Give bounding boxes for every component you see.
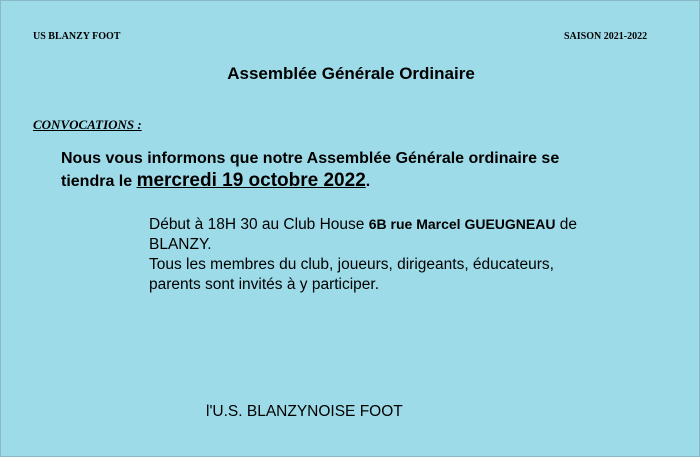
document-title: Assemblée Générale Ordinaire bbox=[227, 64, 475, 83]
announcement-prefix: tiendra le bbox=[61, 173, 137, 190]
announcement-line-2 bbox=[61, 170, 559, 193]
announcement-line-1: Nous vous informons que notre Assemblée Générale ordinaire se bbox=[61, 150, 560, 167]
invite-line-1: Tous les membres du club, joueurs, dirigeants, éducateurs, bbox=[149, 256, 554, 273]
section-label: CONVOCATIONS : bbox=[33, 117, 142, 132]
club-name-header: US BLANZY FOOT bbox=[33, 31, 121, 42]
meeting-date: mercredi 19 octobre 2022 bbox=[136, 170, 366, 191]
details-city: BLANZY. bbox=[149, 236, 212, 253]
meeting-address: 6B rue Marcel GUEUGNEAU bbox=[368, 216, 556, 232]
season-header: SAISON 2021-2022 bbox=[564, 31, 648, 42]
start-time-text: Début à 18H 30 au Club House bbox=[149, 216, 369, 233]
invite-line-2: parents sont invités à y participer. bbox=[149, 276, 380, 293]
announcement-suffix: . bbox=[365, 173, 371, 190]
address-suffix: de bbox=[555, 216, 578, 233]
meeting-details bbox=[149, 214, 669, 295]
announcement-text bbox=[61, 148, 559, 193]
details-line-1 bbox=[149, 214, 669, 235]
signature: l'U.S. BLANZYNOISE FOOT bbox=[206, 403, 403, 420]
